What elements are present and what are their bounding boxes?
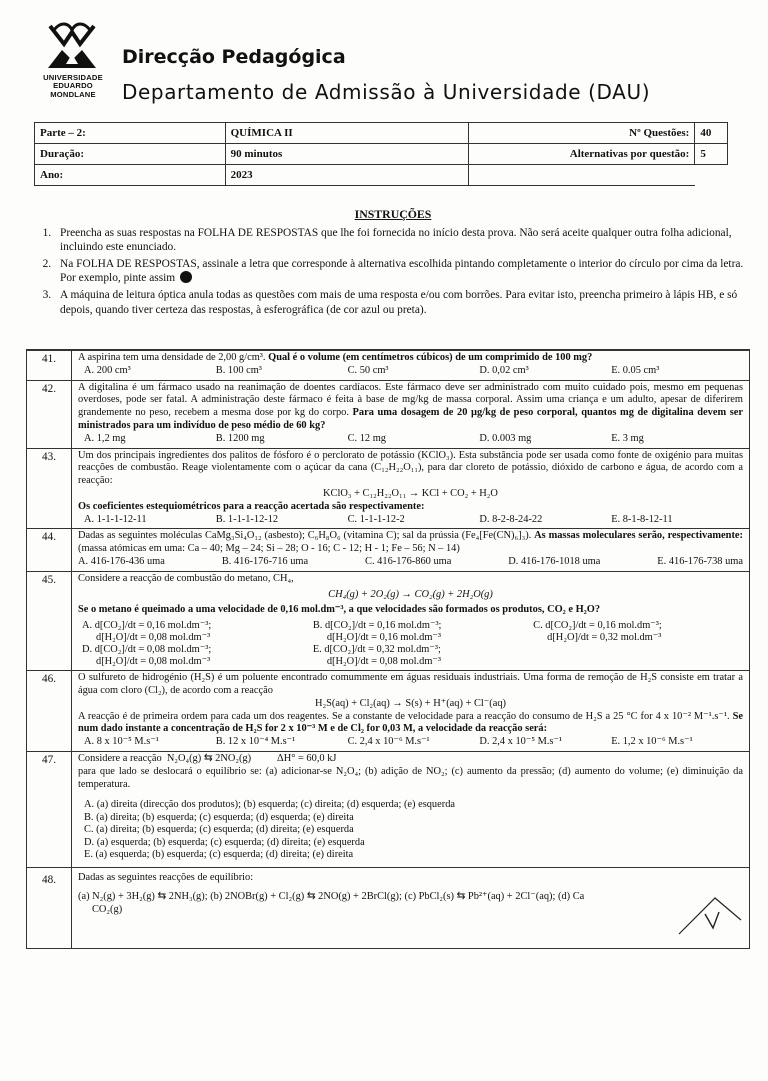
- equilibrium-reactions: (a) N₂(g) + 3H₂(g) ⇆ 2NH₃(g); (b) 2NOBr(g) + Cl₂(g) ⇆ 2NO(g) + 2BrCl(g); (c) PbCl₂(s) ⇆ Pb²⁺(aq) + 2Cl⁻(aq); (d) Ca: [78, 891, 585, 903]
- option-b: B. 1200 mg: [215, 432, 265, 444]
- equilibrium-reactions-cont: CO₂(g): [92, 903, 123, 915]
- option-a: A. 200 cm³: [84, 364, 131, 376]
- question-number: 43.: [27, 449, 72, 529]
- duration-value: 90 minutos: [225, 144, 468, 165]
- question-43: [27, 449, 749, 530]
- instruction-item: 2. Na FOLHA DE RESPOSTAS, assinale a letra que corresponde à alternativa escolhida pintando completamente o interior do círculo por cima da letra. Por exemplo, pinte assim: [54, 257, 750, 286]
- question-text: O sulfureto de hidrogénio (H₂S) é um poluente encontrado comummente em águas residuais industriais. Uma forma de remoção de H₂S consiste em tratar a água com cloro (Cl₂), de acordo com a reacção: [78, 672, 743, 696]
- question-prompt: Se num dado instante a concentração de H₂S for 2 x 10⁻³ M e de Cl₂ for 0,03 M, a velocidade da reacção será:: [78, 710, 743, 735]
- question-text: Considere a reacção N₂O₄(g) ⇆ 2NO₂(g) ΔH° = 60,0 kJ: [78, 752, 337, 764]
- question-text: A digitalina é um fármaco usado na reanimação de doentes cardíacos. Este fármaco deve ser administrado com muito cuidado pois, mesmo em pequenas overdoses, pode ser fatal. A administração deste fármaco é feita à base de mg/kg de massa corporal. Assim uma criança e um adulto, apesar de diferirem grandemente no peso, recebem a mesma dose por kg do corpo.: [78, 381, 743, 419]
- option-b: B. d[CO₂]/dt = 0,16 mol.dm⁻³;: [312, 620, 442, 632]
- option-d-line2: d[H₂O]/dt = 0,08 mol.dm⁻³: [96, 656, 211, 668]
- question-41: [27, 351, 749, 381]
- option-e: E. 416-176-738 uma: [657, 555, 743, 567]
- options: [78, 514, 743, 527]
- question-context: A reacção é de primeira ordem para cada um dos reagentes. Se a constante de velocidade para a reacção do consumo de H₂S a 25 °C for 4 x 10⁻² M⁻¹.s⁻¹.: [78, 710, 730, 722]
- option-b: B. 100 cm³: [215, 364, 262, 376]
- instructions-section: [36, 207, 750, 319]
- option-b: B. 12 x 10⁻⁴ M.s⁻¹: [215, 736, 296, 748]
- question-prompt: para que lado se deslocará o equilíbrio se: (a) adicionar-se N₂O₄; (b) adição de NO₂; (c) aumento da pressão; (d) aumento do volume; (e) diminuição da temperatura.: [78, 765, 743, 790]
- question-text: A aspirina tem uma densidade de 2,00 g/cm³.: [78, 352, 266, 363]
- question-42: [27, 381, 749, 449]
- exam-info-table: [34, 122, 728, 186]
- option-a: A. d[CO₂]/dt = 0,16 mol.dm⁻³;: [82, 620, 212, 632]
- option-b: B. (a) direita; (b) esquerda; (c) esquerda; (d) esquerda; (e) direita: [84, 811, 354, 823]
- corner-mark-icon: [675, 884, 745, 940]
- page-header: [24, 16, 744, 114]
- instruction-item: 3. A máquina de leitura óptica anula todas as questões com mais de uma resposta e/ou com borrões. Para evitar isto, preencha primeiro à lápis HB, e só depois, quando tiver certeza das respostas, à esferográfica (de cor azul ou preta).: [54, 288, 750, 317]
- option-e-line2: d[H₂O]/dt = 0,08 mol.dm⁻³: [326, 656, 442, 668]
- instruction-item: 1. Preencha as suas respostas na FOLHA DE RESPOSTAS que lhe foi fornecida no início desta prova. Não será aceite qualquer outra folha adicional, incluindo este enunciado.: [54, 226, 750, 255]
- question-44: [27, 529, 749, 571]
- option-c: C. 416-176-860 uma: [365, 555, 452, 567]
- question-text: Dadas as seguintes moléculas CaMg₃Si₄O₁₂ (asbesto); C₆H₈O₆ (vitamina C); sal da prússia (Fe₄[Fe(CN)₆]₃).: [78, 530, 532, 542]
- question-text: Um dos principais ingredientes dos palitos de fósforo é o perclorato de potássio (KClO₃). Esta substância pode ser usada como fonte de oxigénio para muitas reacções de combustão. Reage violentamente com o açúcar da cana (C₁₂H₂₂O₁₁), para dar cloreto de potássio, dióxido de carbono e água, de acordo com a reacção:: [78, 449, 743, 487]
- alternatives-label: Alternativas por questão:: [468, 144, 694, 165]
- option-e: E. 8-1-8-12-11: [611, 513, 673, 525]
- question-prompt: Para uma dosagem de 20 µg/kg de peso corporal, quantos mg de digitalina devem ser ministrados para um indivíduo de peso médio de 60 kg?: [78, 407, 743, 431]
- option-a-line2: d[H₂O]/dt = 0,08 mol.dm⁻³: [96, 632, 211, 644]
- option-c: C. 50 cm³: [347, 364, 389, 376]
- option-e: E. 1,2 x 10⁻⁶ M.s⁻¹: [611, 736, 693, 748]
- question-number: 44.: [27, 529, 72, 570]
- question-number: 46.: [27, 671, 72, 751]
- reaction-equation: CH₄(g) + 2O₂(g) → CO₂(g) + 2H₂O(g): [328, 588, 493, 600]
- year-value: 2023: [225, 165, 468, 186]
- option-d: D. 8-2-8-24-22: [479, 513, 543, 525]
- department-title: Departamento de Admissão à Universidade (DAU): [122, 80, 651, 104]
- question-45: [27, 572, 749, 671]
- option-c: C. 12 mg: [347, 432, 386, 444]
- option-a: A. (a) direita (direcção dos produtos); (b) esquerda; (c) direita; (d) esquerda; (e) esquerda: [84, 799, 456, 811]
- directorate-title: Direcção Pedagógica: [122, 46, 346, 68]
- option-a: A. 416-176-436 uma: [78, 555, 165, 567]
- reaction-equation: KClO₃ + C₁₂H₂₂O₁₁ → KCl + CO₂ + H₂O: [323, 487, 498, 499]
- option-c-line2: d[H₂O]/dt = 0,32 mol.dm⁻³: [547, 632, 662, 644]
- option-e: E. 0.05 cm³: [611, 364, 660, 376]
- option-b-line2: d[H₂O]/dt = 0,16 mol.dm⁻³: [326, 632, 442, 644]
- alternatives-value: 5: [695, 144, 728, 165]
- question-number: 45.: [27, 572, 72, 670]
- option-c: C. d[CO₂]/dt = 0,16 mol.dm⁻³;: [533, 620, 662, 632]
- logo-emblem-icon: [46, 20, 98, 72]
- question-prompt: Qual é o volume (em centímetros cúbicos) de um comprimido de 100 mg?: [268, 352, 593, 363]
- questions-value: 40: [695, 123, 728, 144]
- question-number: 42.: [27, 381, 72, 448]
- atomic-masses: (massa atómicas em uma: Ca – 40; Mg – 24; Si – 28; O - 16; C - 12; H - 1; Fe – 56; N – 14): [78, 543, 460, 555]
- option-a: A. 1-1-1-12-11: [84, 513, 147, 525]
- option-b: B. 1-1-1-12-12: [215, 513, 279, 525]
- instructions-title: INSTRUÇÕES: [354, 207, 432, 221]
- question-text: Considere a reacção de combustão do metano, CH₄,: [78, 572, 294, 584]
- question-number: 41.: [27, 351, 72, 380]
- option-d: D. 0.003 mg: [479, 432, 532, 444]
- options: [78, 620, 743, 668]
- part-label: Parte – 2:: [35, 123, 226, 144]
- part-value: QUÍMICA II: [225, 123, 468, 144]
- options: [78, 365, 743, 378]
- options: [78, 556, 743, 569]
- option-c: C. 1-1-1-12-2: [347, 513, 405, 525]
- question-prompt: Os coeficientes estequiométricos para a reacção acertada são respectivamente:: [78, 500, 425, 512]
- questions-table: [26, 349, 750, 949]
- options: [78, 736, 743, 749]
- option-d: D. 2,4 x 10⁻⁵ M.s⁻¹: [479, 736, 563, 748]
- question-text: Dadas as seguintes reacções de equilíbrio:: [78, 872, 254, 884]
- option-c: C. 2,4 x 10⁻⁶ M.s⁻¹: [347, 736, 430, 748]
- option-d: D. 416-176-1018 uma: [508, 555, 601, 567]
- question-46: [27, 671, 749, 752]
- option-e: E. (a) esquerda; (b) esquerda; (c) esquerda; (d) direita; (e) direita: [84, 848, 354, 860]
- university-logo: [42, 20, 102, 110]
- option-a: A. 1,2 mg: [84, 432, 126, 444]
- question-48: [27, 868, 749, 948]
- option-e: E. d[CO₂]/dt = 0,32 mol.dm⁻³;: [312, 644, 441, 656]
- option-d: D. (a) esquerda; (b) esquerda; (c) esquerda; (d) direita; (e) esquerda: [84, 836, 365, 848]
- question-number: 47.: [27, 752, 72, 867]
- option-e: E. 3 mg: [611, 432, 644, 444]
- duration-label: Duração:: [35, 144, 226, 165]
- question-number: 48.: [27, 868, 72, 948]
- option-d: D. 0,02 cm³: [479, 364, 529, 376]
- option-d: D. d[CO₂]/dt = 0,08 mol.dm⁻³;: [82, 644, 212, 656]
- filled-circle-icon: [180, 271, 192, 283]
- questions-label: Nº Questões:: [468, 123, 694, 144]
- option-c: C. (a) direita; (b) esquerda; (c) esquerda; (d) direita; (e) esquerda: [84, 824, 354, 836]
- option-b: B. 416-176-716 uma: [221, 555, 309, 567]
- option-a: A. 8 x 10⁻⁵ M.s⁻¹: [84, 736, 159, 748]
- logo-caption: UNIVERSIDADE EDUARDO MONDLANE: [43, 73, 103, 99]
- question-47: [27, 752, 749, 868]
- question-prompt: Se o metano é queimado a uma velocidade de 0,16 mol.dm⁻³, a que velocidades são formados os produtos, CO₂ e H₂O?: [78, 604, 601, 616]
- reaction-equation: H₂S(aq) + Cl₂(aq) → S(s) + H⁺(aq) + Cl⁻(aq): [314, 697, 507, 709]
- question-prompt: As massas moleculares serão, respectivamente:: [534, 530, 743, 542]
- options: [78, 799, 743, 861]
- options: [78, 433, 743, 446]
- year-label: Ano:: [35, 165, 226, 186]
